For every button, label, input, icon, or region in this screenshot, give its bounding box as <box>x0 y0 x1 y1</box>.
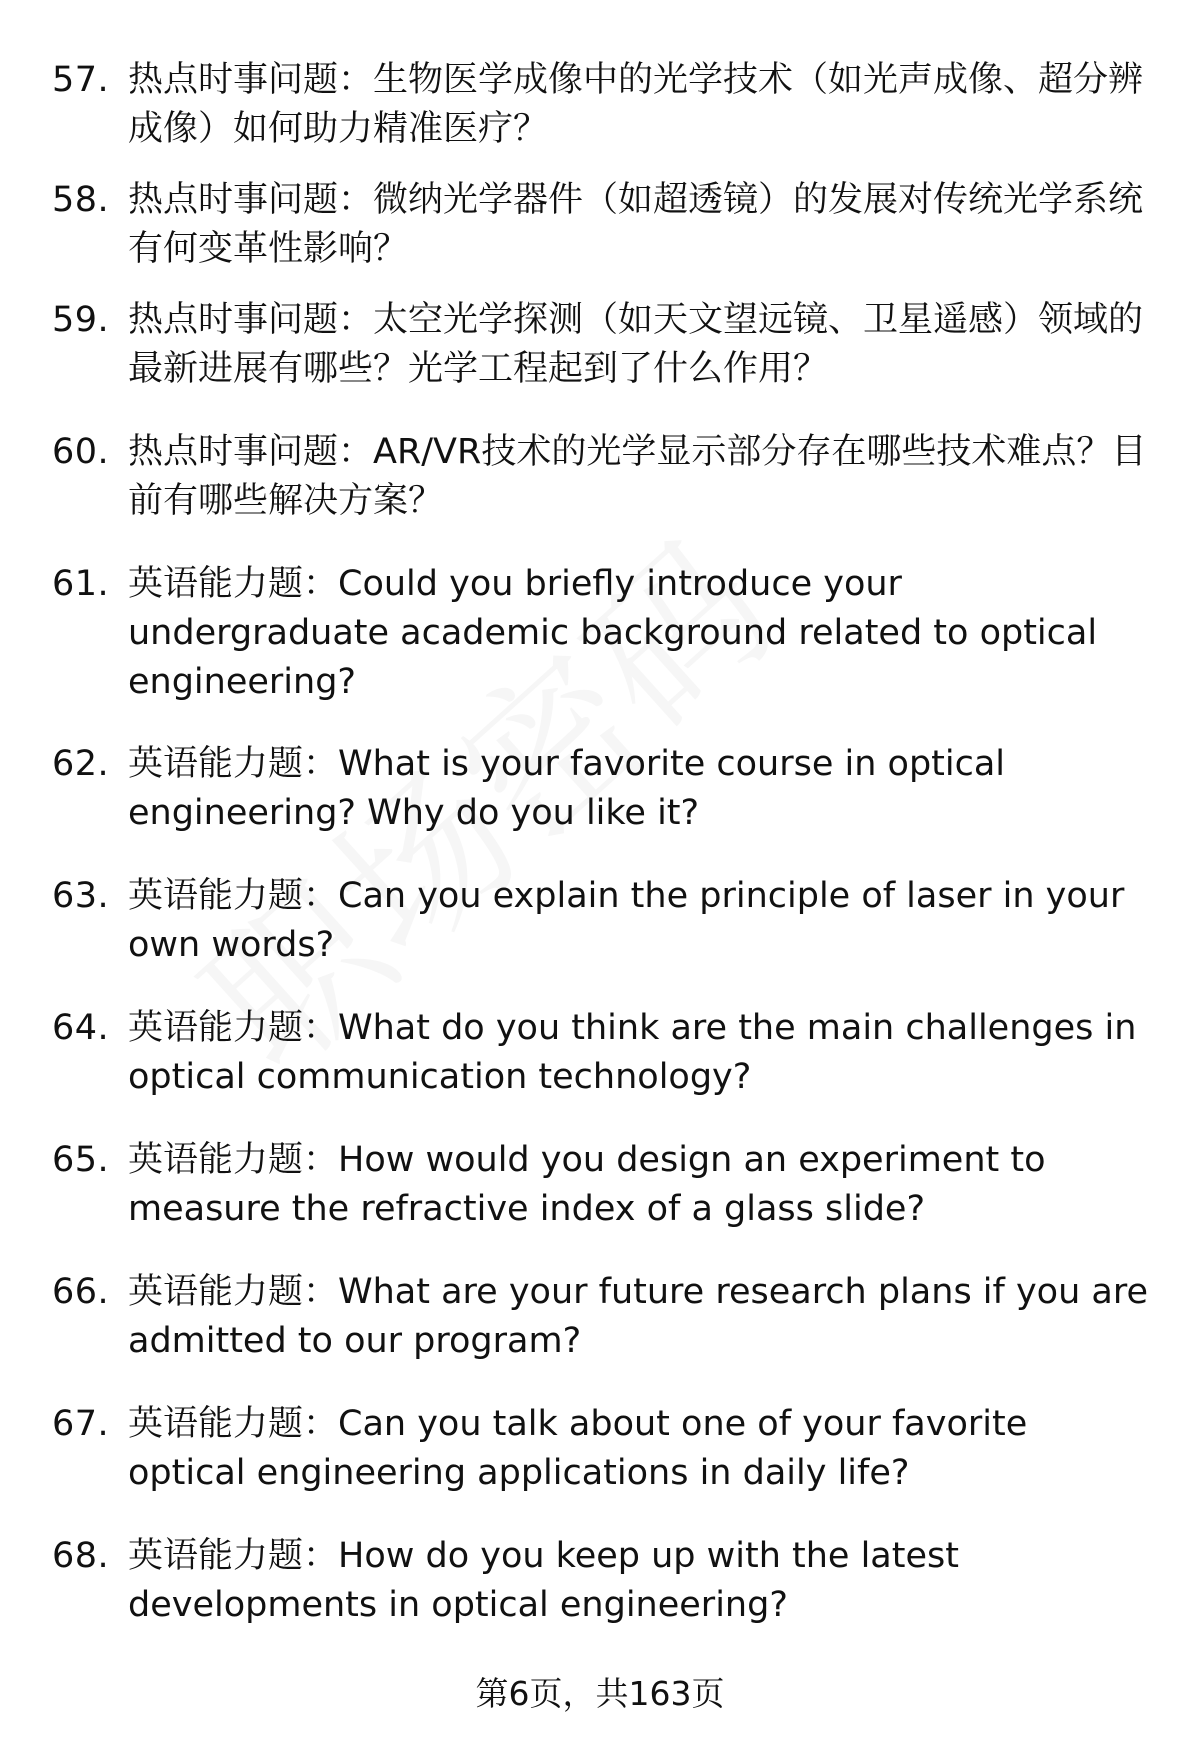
question-number: 65. <box>52 1140 110 1180</box>
question-number: 59. <box>52 300 110 340</box>
question-item <box>52 428 1152 526</box>
question-number: 66. <box>52 1272 110 1312</box>
question-text: 英语能力题：Could you briefly introduce your undergraduate academic background related to optical engineering? <box>128 564 1098 702</box>
question-text: 英语能力题：Can you talk about one of your favorite optical engineering applications in daily life? <box>128 1404 1028 1493</box>
question-item <box>52 56 1152 154</box>
question-number: 62. <box>52 744 110 784</box>
question-text: 英语能力题：What is your favorite course in optical engineering? Why do you like it? <box>128 744 1006 833</box>
question-number: 68. <box>52 1536 110 1576</box>
question-text: 热点时事问题：AR/VR技术的光学显示部分存在哪些技术难点？目前有哪些解决方案？ <box>128 432 1147 521</box>
question-text: 热点时事问题：微纳光学器件（如超透镜）的发展对传统光学系统有何变革性影响？ <box>128 180 1144 269</box>
question-item <box>52 296 1152 394</box>
question-number: 60. <box>52 432 110 472</box>
question-item <box>52 872 1152 970</box>
question-text: 英语能力题：How would you design an experiment to measure the refractive index of a glass slide? <box>128 1140 1046 1229</box>
question-text: 英语能力题：How do you keep up with the latest developments in optical engineering? <box>128 1536 959 1625</box>
question-text: 热点时事问题：生物医学成像中的光学技术（如光声成像、超分辨成像）如何助力精准医疗？ <box>128 60 1144 149</box>
question-item <box>52 740 1152 838</box>
question-item <box>52 1268 1152 1366</box>
question-item <box>52 176 1152 274</box>
page-number-footer: 第6页，共163页 <box>475 1674 725 1713</box>
question-text: 英语能力题：What are your future research plans if you are admitted to our program? <box>128 1272 1149 1361</box>
question-text: 英语能力题：What do you think are the main challenges in optical communication technology? <box>128 1008 1137 1097</box>
question-item <box>52 1136 1152 1234</box>
question-number: 64. <box>52 1008 110 1048</box>
question-number: 61. <box>52 564 110 604</box>
question-number: 63. <box>52 876 110 916</box>
question-item <box>52 1532 1152 1630</box>
question-number: 67. <box>52 1404 110 1444</box>
question-text: 热点时事问题：太空光学探测（如天文望远镜、卫星遥感）领域的最新进展有哪些？光学工程起到了什么作用？ <box>128 300 1144 389</box>
question-number: 57. <box>52 60 110 100</box>
question-item <box>52 1400 1152 1498</box>
question-number: 58. <box>52 180 110 220</box>
question-item <box>52 1004 1152 1102</box>
question-item <box>52 560 1152 707</box>
question-text: 英语能力题：Can you explain the principle of laser in your own words? <box>128 876 1125 965</box>
